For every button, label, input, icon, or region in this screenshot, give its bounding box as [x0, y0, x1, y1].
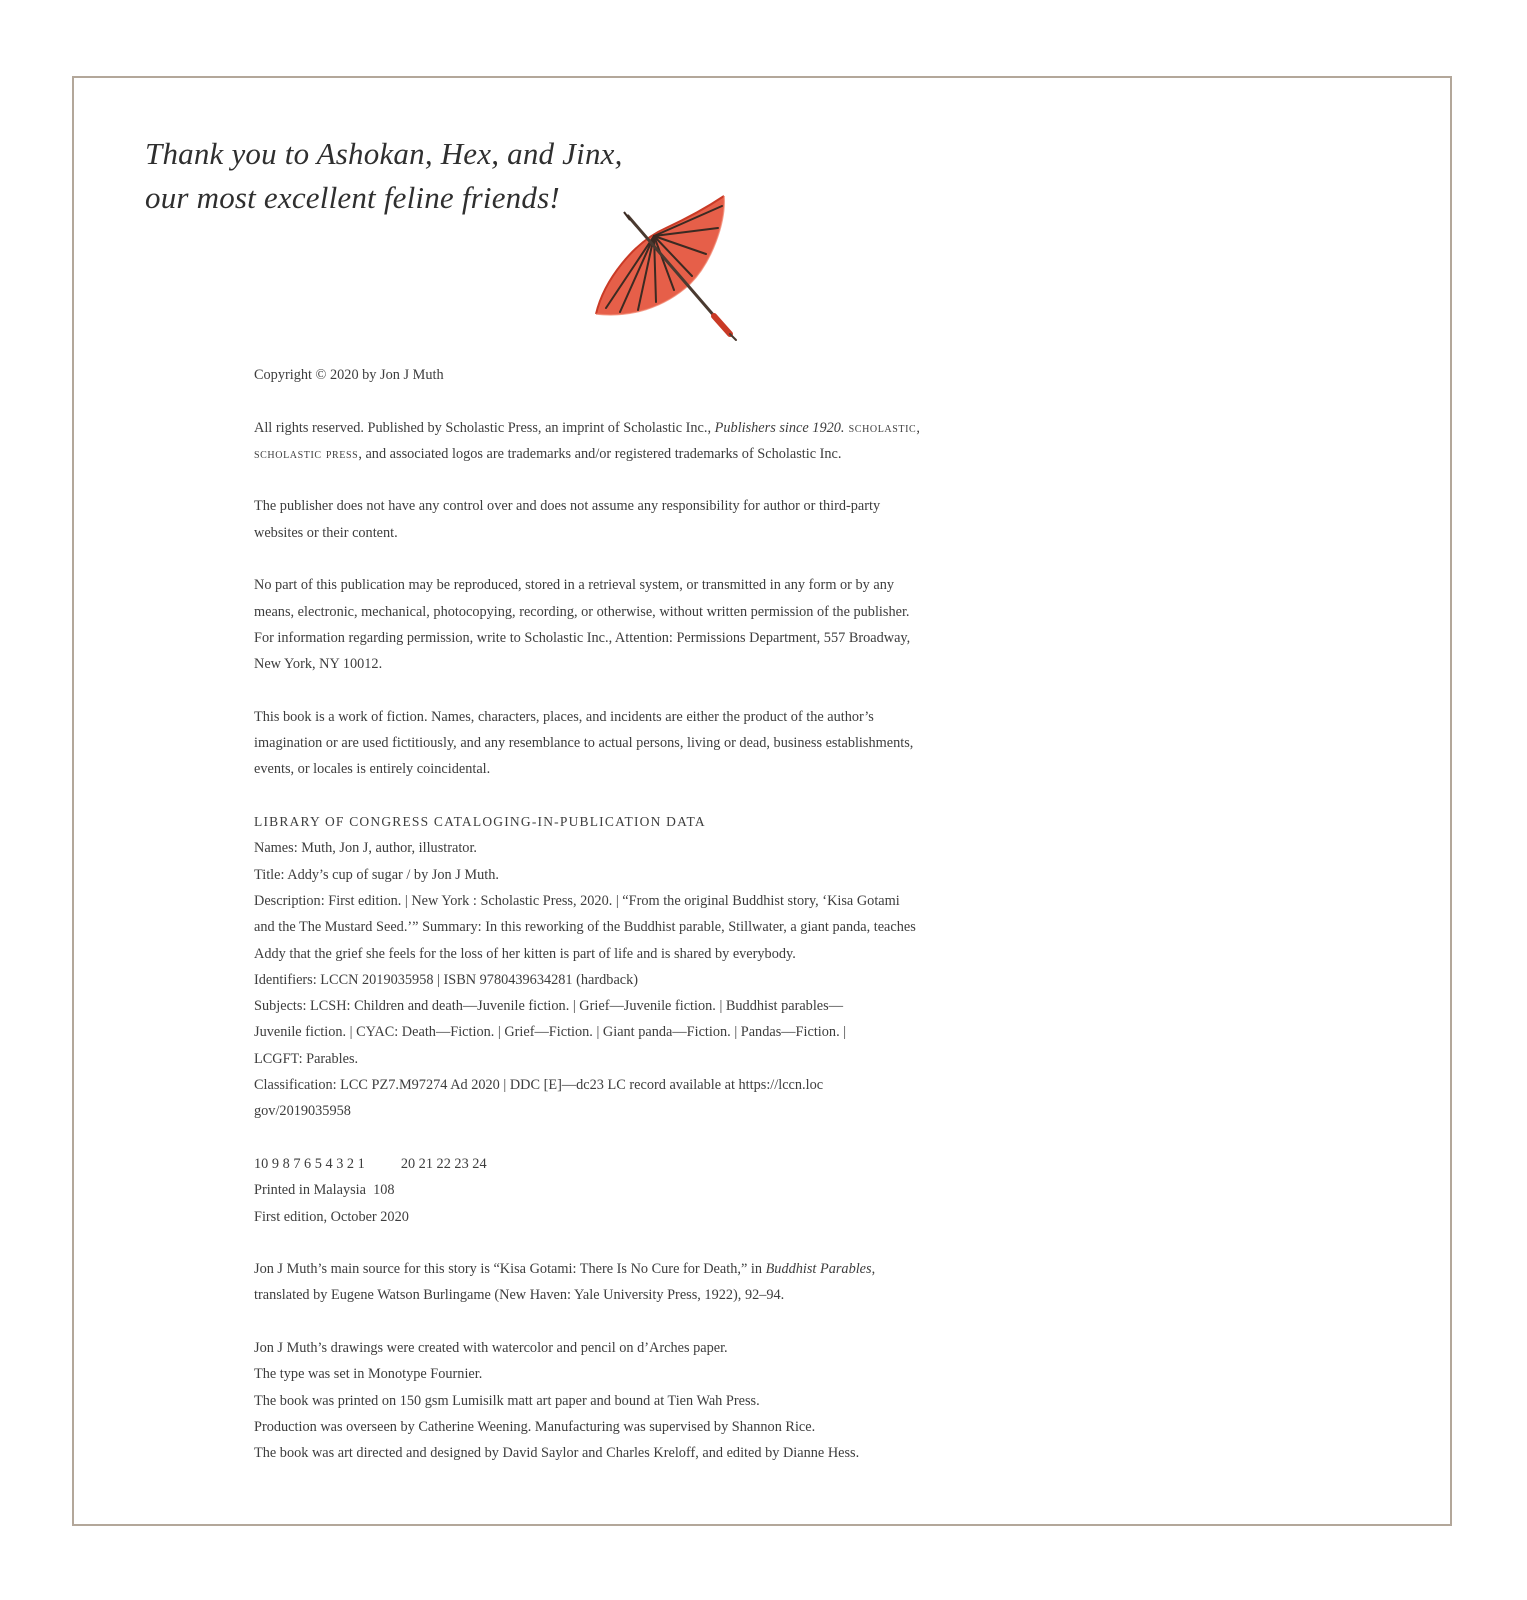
cip-line: LCGFT: Parables. — [254, 1050, 359, 1067]
source-paragraph — [254, 1256, 974, 1309]
source-line-1 — [254, 1256, 974, 1282]
no-part-paragraph — [254, 572, 974, 677]
cip-line: Juvenile fiction. | CYAC: Death—Fiction. | Grief—Fiction. | Giant panda—Fiction. | Pandas—Fiction. | — [254, 1024, 847, 1041]
cip-line: and the The Mustard Seed.’” Summary: In this reworking of the Buddhist parable, Stillwater, a giant panda, teaches — [254, 919, 916, 936]
cip-line: Names: Muth, Jon J, author, illustrator. — [254, 840, 477, 857]
source-line-2: translated by Eugene Watson Burlingame (New Haven: Yale University Press, 1922), 92–94. — [254, 1287, 785, 1304]
copyright-page-text — [254, 362, 974, 1493]
printed-in: Printed in Malaysia 108 — [254, 1182, 395, 1199]
no-part-line-3: For information regarding permission, write to Scholastic Inc., Attention: Permissions Department, 557 Broadway, — [254, 629, 911, 646]
print-run-numbers: 10 9 8 7 6 5 4 3 2 1 — [254, 1155, 365, 1172]
fiction-line-2: imagination or are used fictitiously, and any resemblance to actual persons, living or dead, business establishments, — [254, 735, 914, 752]
cip-line: Subjects: LCSH: Children and death—Juvenile fiction. | Grief—Juvenile fiction. | Buddhist parables— — [254, 998, 844, 1015]
source-comma: , — [871, 1261, 876, 1278]
no-part-line-2: means, electronic, mechanical, photocopying, recording, or otherwise, without written permission of the publisher. — [254, 603, 910, 620]
cip-line: Title: Addy’s cup of sugar / by Jon J Muth. — [254, 866, 499, 883]
publisher-note-line-1: The publisher does not have any control over and does not assume any responsibility for author or third-party — [254, 498, 881, 515]
scholastic-press-trademark: scholastic press — [254, 445, 359, 462]
colophon — [254, 1335, 974, 1466]
cip-line: Identifiers: LCCN 2019035958 | ISBN 9780439634281 (hardback) — [254, 971, 639, 988]
rights-paragraph — [254, 415, 974, 468]
print-year-numbers: 20 21 22 23 24 — [400, 1155, 487, 1172]
rights-text-2: , and associated logos are trademarks and/or registered trademarks of Scholastic Inc. — [358, 445, 842, 462]
publisher-note-line-2: websites or their content. — [254, 524, 398, 541]
source-text: Jon J Muth’s main source for this story is “Kisa Gotami: There Is No Cure for Death,” in — [254, 1261, 766, 1278]
publishers-since-italic: Publishers since 1920. — [714, 419, 845, 436]
cip-line: Addy that the grief she feels for the loss of her kitten is part of life and is shared by everybody. — [254, 945, 796, 962]
dedication-line-2: our most excellent feline friends! — [145, 180, 560, 215]
fiction-line-3: events, or locales is entirely coincidental. — [254, 761, 491, 778]
no-part-line-1: No part of this publication may be reproduced, stored in a retrieval system, or transmitted in any form or by any — [254, 577, 895, 594]
cip-line: gov/2019035958 — [254, 1103, 351, 1120]
colophon-line: The type was set in Monotype Fournier. — [254, 1366, 483, 1383]
dedication — [145, 132, 623, 220]
red-paper-umbrella-icon — [594, 192, 754, 344]
colophon-line: The book was printed on 150 gsm Lumisilk matt art paper and bound at Tien Wah Press. — [254, 1392, 760, 1409]
fiction-paragraph — [254, 704, 974, 783]
colophon-line: Production was overseen by Catherine Weening. Manufacturing was supervised by Shannon Rice. — [254, 1418, 816, 1435]
fiction-line-1: This book is a work of fiction. Names, characters, places, and incidents are either the product of the author’s — [254, 708, 874, 725]
cip-line: Description: First edition. | New York : Scholastic Press, 2020. | “From the original Buddhist story, ‘Kisa Gotami — [254, 892, 900, 909]
copyright-line: Copyright © 2020 by Jon J Muth — [254, 367, 444, 383]
colophon-line: Jon J Muth’s drawings were created with watercolor and pencil on d’Arches paper. — [254, 1339, 728, 1356]
no-part-line-4: New York, NY 10012. — [254, 656, 383, 673]
source-book-title: Buddhist Parables — [765, 1261, 872, 1278]
printing-block — [254, 1151, 974, 1230]
scholastic-trademark: scholastic — [844, 419, 917, 436]
cip-line: Classification: LCC PZ7.M97274 Ad 2020 | DDC [E]—dc23 LC record available at https://lccn.loc — [254, 1077, 824, 1094]
edition-line: First edition, October 2020 — [254, 1208, 409, 1225]
dedication-line-1: Thank you to Ashokan, Hex, and Jinx, — [145, 136, 623, 171]
cip-heading: LIBRARY OF CONGRESS CATALOGING-IN-PUBLICATION DATA — [254, 814, 706, 830]
colophon-line: The book was art directed and designed by David Saylor and Charles Kreloff, and edited by Dianne Hess. — [254, 1445, 860, 1462]
rights-comma: , — [916, 419, 920, 436]
cip-block — [254, 809, 974, 1125]
printing-number-line — [254, 1151, 974, 1177]
rights-line-2 — [254, 441, 974, 467]
rights-line-1 — [254, 415, 974, 441]
rights-text: All rights reserved. Published by Scholastic Press, an imprint of Scholastic Inc., — [254, 419, 715, 436]
publisher-note-paragraph — [254, 493, 974, 546]
